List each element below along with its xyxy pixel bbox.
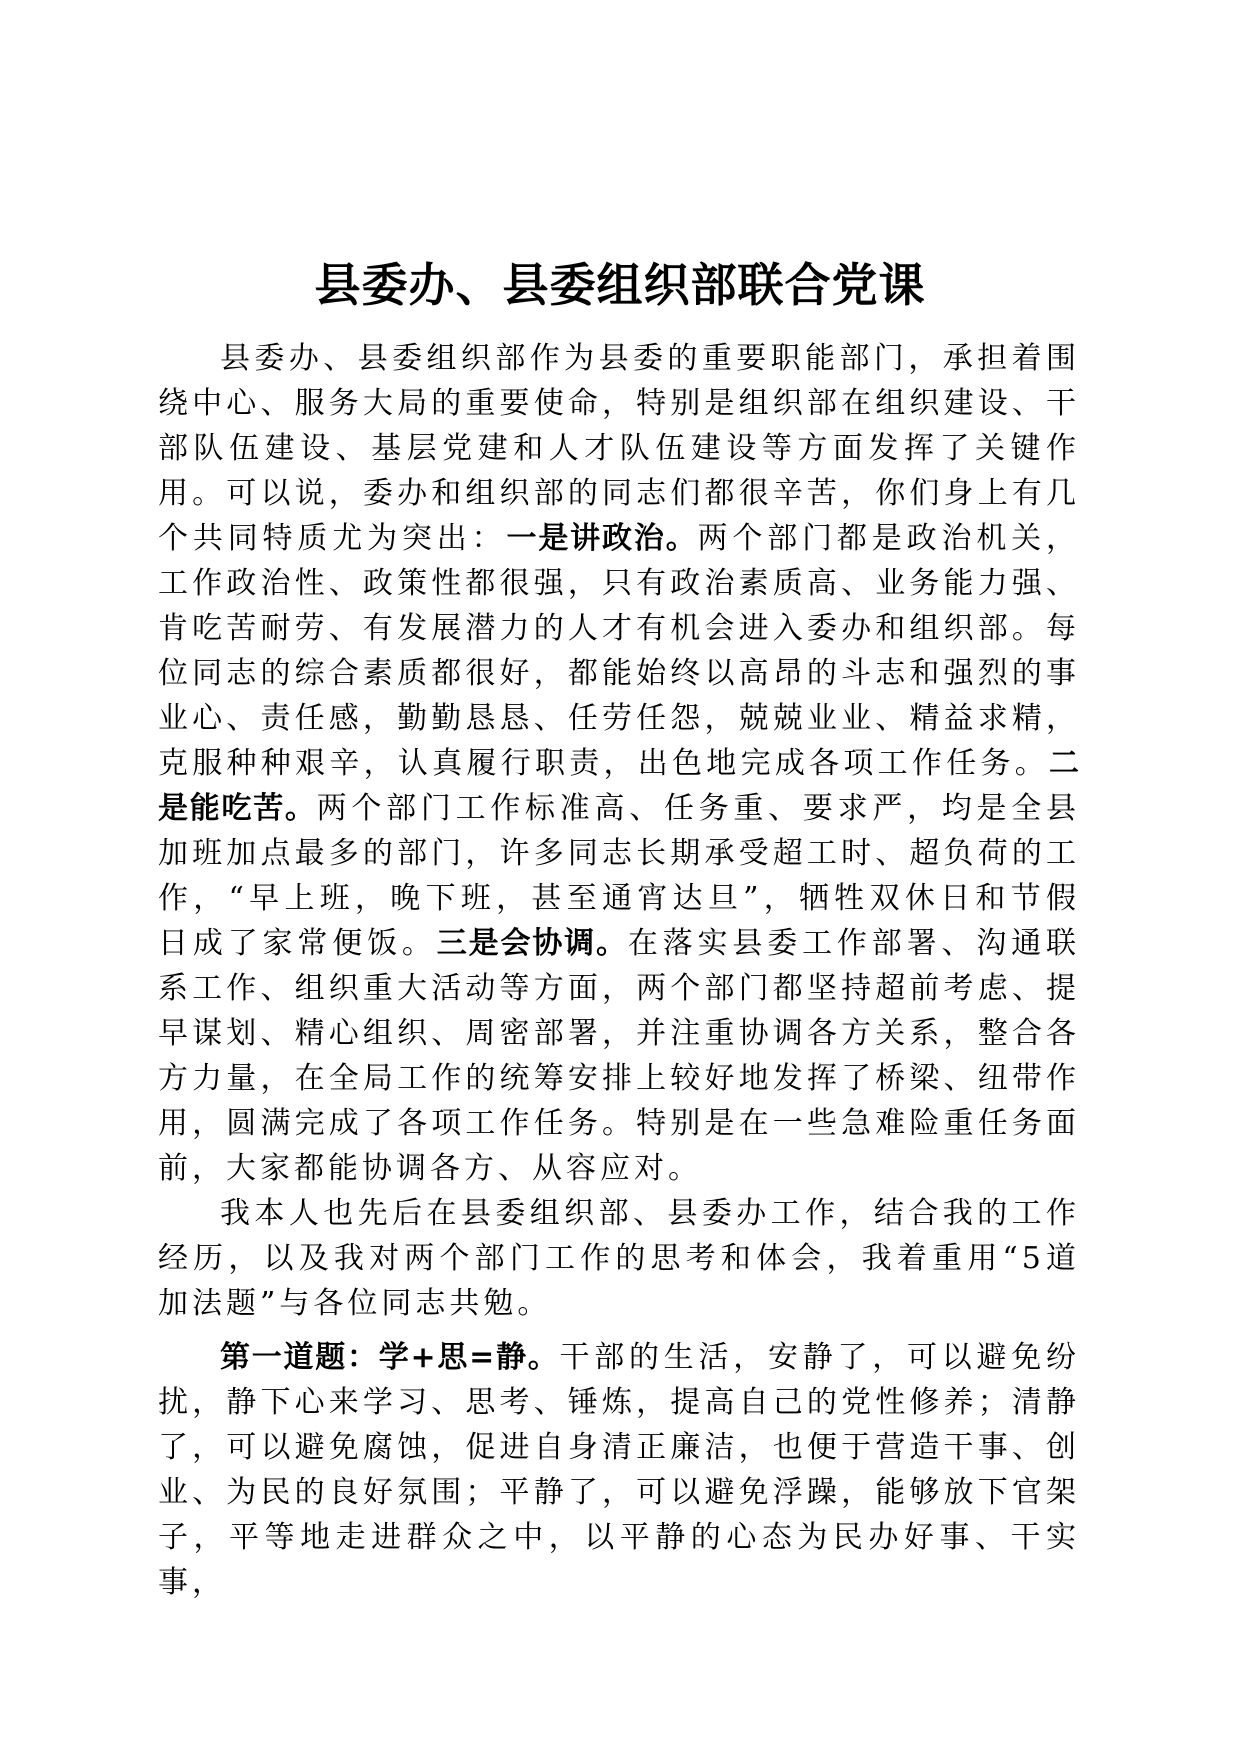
document-body	[158, 336, 1080, 1605]
bold-heading-first-question: 第一道题：学+思=静。	[220, 1340, 560, 1375]
paragraph-text: 两个部门都是政治机关，工作政治性、政策性都很强，只有政治素质高、业务能力强、肯吃苦耐劳、有发展潜力的人才有机会进入委办和组织部。每位同志的综合素质都很好，都能始终以高昂的斗志和强烈的事业心、责任感，勤勤恳恳、任劳任怨，兢兢业业、精益求精，克服种种艰辛，认真履行职责，出色地完成各项工作任务。	[158, 521, 1081, 781]
document-title: 县委办、县委组织部联合党课	[314, 258, 926, 312]
paragraph-experience	[158, 1191, 1080, 1326]
paragraph-text: 在落实县委工作部署、沟通联系工作、组织重大活动等方面，两个部门都坚持超前考虑、提早谋划、精心组织、周密部署，并注重协调各方关系，整合各方力量，在全局工作的统筹安排上较好地发挥了桥梁、纽带作用，圆满完成了各项工作任务。特别是在一些急难险重任务面前，大家都能协调各方、从容应对。	[158, 926, 1081, 1186]
paragraph-text: 两个部门工作标准高、任务重、要求严，均是全县加班加点最多的部门，许多同志长期承受超工时、超负荷的工作，“早上班，晚下班，甚至通宵达旦”，牺牲双休日和节假日成了家常便饭。	[158, 791, 1081, 961]
bold-heading-point-one: 一是讲政治。	[506, 521, 698, 556]
bold-heading-point-two: 二是能吃苦。	[158, 746, 1080, 826]
paragraph-text: 县委办、县委组织部作为县委的重要职能部门，承担着围绕中心、服务大局的重要使命，特别是组织部在组织建设、干部队伍建设、基层党建和人才队伍建设等方面发挥了关键作用。可以说，委办和组织部的同志们都很辛苦，你们身上有几个共同特质尤为突出：	[158, 341, 1080, 556]
paragraph-first-question	[158, 1335, 1080, 1605]
paragraph-text: 干部的生活，安静了，可以避免纷扰，静下心来学习、思考、锤炼，提高自己的党性修养；清静了，可以避免腐蚀，促进自身清正廉洁，也便于营造干事、创业、为民的良好氛围；平静了，可以避免浮躁，能够放下官架子，平等地走进群众之中，以平静的心态为民办好事、干实事，	[158, 1340, 1080, 1600]
bold-heading-point-three: 三是会协调。	[436, 926, 628, 961]
paragraph-intro	[158, 336, 1080, 1191]
paragraph-text: 我本人也先后在县委组织部、县委办工作，结合我的工作经历，以及我对两个部门工作的思考和体会，我着重用“5道加法题”与各位同志共勉。	[158, 1196, 1080, 1321]
